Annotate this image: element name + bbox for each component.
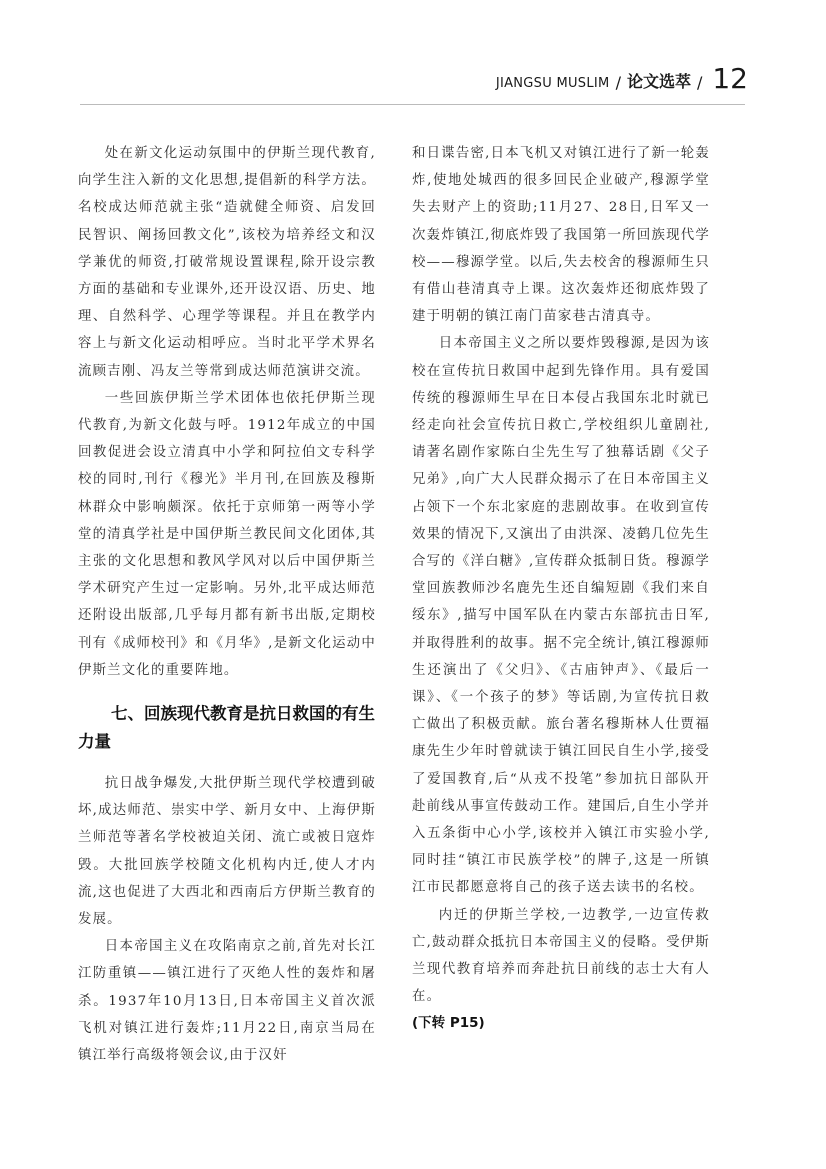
body-paragraph: 一些回族伊斯兰学术团体也依托伊斯兰现代教育,为新文化鼓与呼。1912年成立的中国回教促进会设立清真中小学和阿拉伯文专科学校的同时,刊行《穆光》半月刊,在回族及穆斯林群众中影响颇深。依托于京师第一两等小学堂的清真学社是中国伊斯兰教民间文化团体,其主张的文化思想和教风学风对以后中国伊斯兰学术研究产生过一定影响。另外,北平成达师范还附设出版部,几乎每月都有新书出版,定期校刊有《成师校刊》和《月华》,是新文化运动中伊斯兰文化的重要阵地。 [78, 390, 376, 678]
section-name: 论文选萃 [626, 72, 691, 91]
body-paragraph: 抗日战争爆发,大批伊斯兰现代学校遭到破坏,成达师范、崇实中学、新月女中、上海伊斯兰师范等著名学校被迫关闭、流亡或被日寇炸毁。大批回族学校随文化机构内迁,使人才内流,这也促进了大西北和西南后方伊斯兰教育的发展。 [78, 776, 376, 928]
page-number: 12 [712, 62, 748, 95]
body-paragraph-continued: 和日谍告密,日本飞机又对镇江进行了新一轮轰炸,使地处城西的很多回民企业破产,穆源学堂失去财产上的资助;11月27、28日,日军又一次轰炸镇江,彻底炸毁了我国第一所回族现代学校——穆源学堂。以后,失去校舍的穆源师生只有借山巷清真寺上课。这次轰炸还彻底炸毁了建于明朝的镇江南门苗家巷古清真寺。 [412, 146, 710, 325]
header-rule [80, 104, 745, 105]
continued-note: (下转 P15) [412, 1014, 485, 1031]
header-separator: / [615, 73, 621, 92]
magazine-name: JIANGSU MUSLIM [495, 76, 610, 91]
body-paragraph: 处在新文化运动氛围中的伊斯兰现代教育,向学生注入新的文化思想,提倡新的科学方法。名校成达师范就主张“造就健全师资、启发回民智识、阐扬回教文化”,该校为培养经文和汉学兼优的师资,打破常规设置课程,除开设宗教方面的基础和专业课外,还开设汉语、历史、地理、自然科学、心理学等课程。并且在教学内容上与新文化运动相呼应。当时北平学术界名流顾吉刚、冯友兰等常到成达师范演讲交流。 [78, 146, 376, 379]
right-column [412, 140, 710, 1035]
running-header [496, 64, 748, 94]
body-paragraph: 日本帝国主义之所以要炸毁穆源,是因为该校在宣传抗日救国中起到先锋作用。具有爱国传统的穆源师生早在日本侵占我国东北时就已经走向社会宣传抗日救亡,学校组织儿童剧社,请著名剧作家陈白尘先生写了独幕话剧《父子兄弟》,向广大人民群众揭示了在日本帝国主义占领下一个东北家庭的悲剧故事。在收到宣传效果的情况下,又演出了由洪深、凌鹤几位先生合写的《洋白糖》,宣传群众抵制日货。穆源学堂回族教师沙名鹿先生还自编短剧《我们来自绥东》,描写中国军队在内蒙古东部抗击日军,并取得胜利的故事。据不完全统计,镇江穆源师生还演出了《父归》、《古庙钟声》、《最后一课》、《一个孩子的梦》等话剧,为宣传抗日救亡做出了积极贡献。旅台著名穆斯林人仕贾福康先生少年时曾就读于镇江回民自生小学,接受了爱国教育,后“从戎不投笔”参加抗日部队开赴前线从事宣传鼓动工作。建国后,自生小学并入五条街中心小学,该校并入镇江市实验小学,同时挂“镇江市民族学校”的牌子,这是一所镇江市民都愿意将自己的孩子送去读书的名校。 [412, 336, 710, 896]
section-heading: 七、回族现代教育是抗日救国的有生力量 [78, 704, 375, 752]
header-separator-2: / [696, 73, 703, 92]
left-column [78, 140, 376, 1069]
body-paragraph: 内迁的伊斯兰学校,一边教学,一边宣传救亡,鼓动群众抵抗日本帝国主义的侵略。受伊斯兰现代教育培养而奔赴抗日前线的志士大有人在。 [412, 907, 710, 1005]
body-paragraph: 日本帝国主义在攻陷南京之前,首先对长江江防重镇——镇江进行了灭绝人性的轰炸和屠杀。1937年10月13日,日本帝国主义首次派飞机对镇江进行轰炸;11月22日,南京当局在镇江举行高级将领会议,由于汉奸 [78, 939, 376, 1064]
